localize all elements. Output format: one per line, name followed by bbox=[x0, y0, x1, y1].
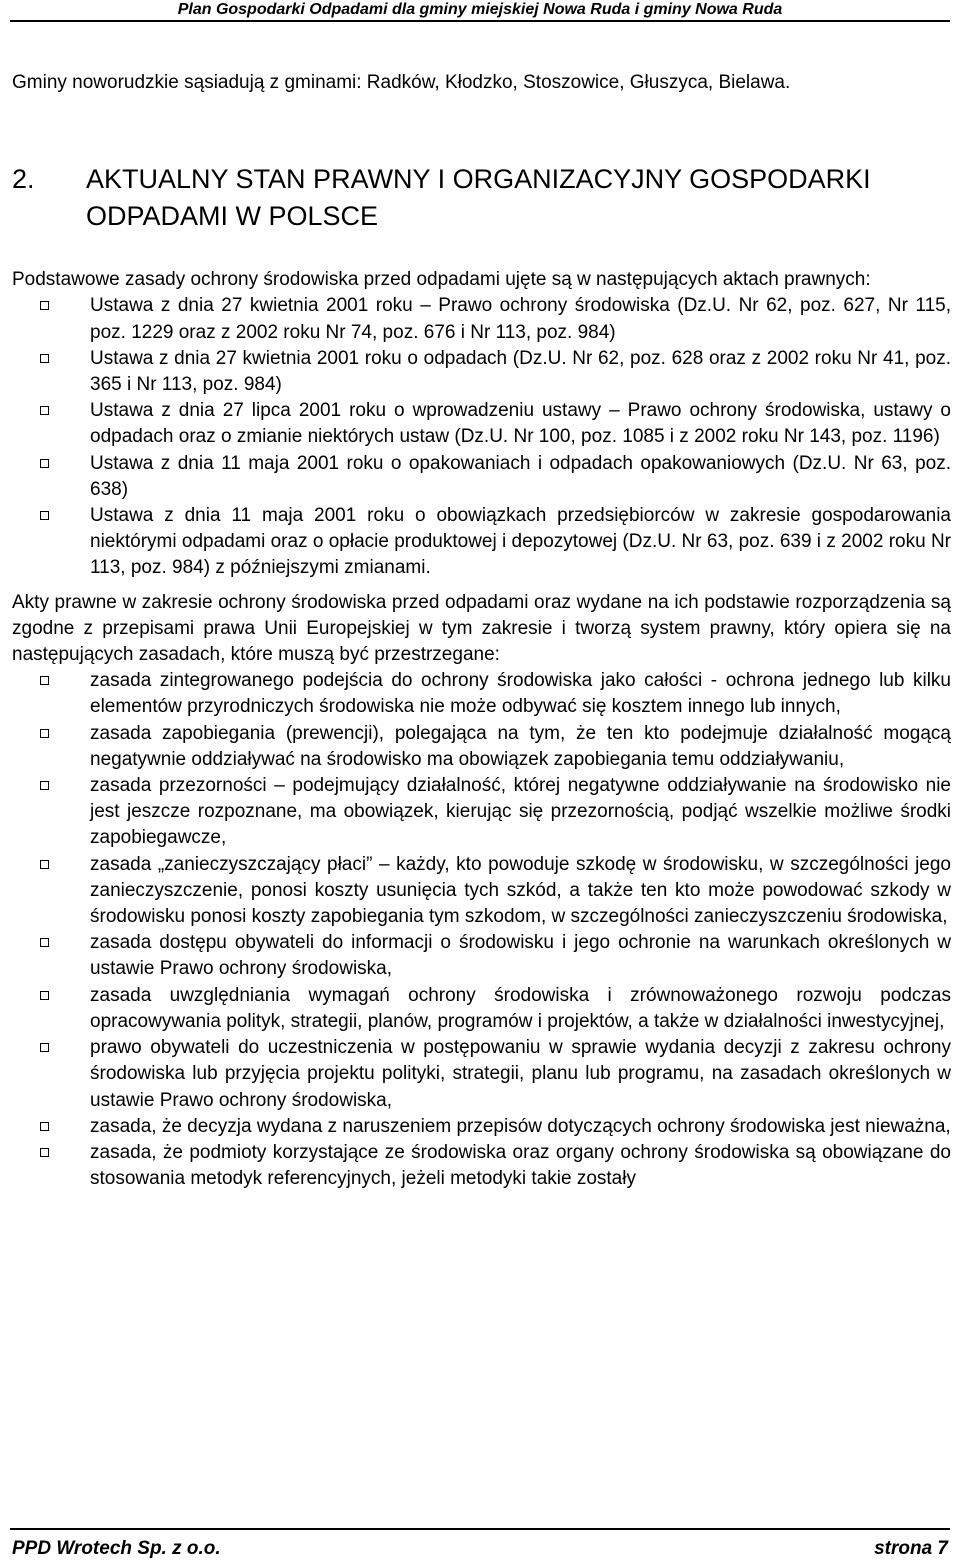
list-item: zasada zapobiegania (prewencji), polegająca na tym, że ten kto podejmuje działalność mogącą negatywnie oddziaływać na środowisko ma obowiązek zapobiegania temu oddziaływaniu, bbox=[12, 721, 951, 773]
footer-rule bbox=[10, 1528, 950, 1530]
section-heading bbox=[12, 161, 951, 235]
checkbox-bullet-icon bbox=[40, 991, 49, 1000]
acts-list bbox=[12, 293, 951, 581]
legal-intro: Podstawowe zasady ochrony środowiska przed odpadami ujęte są w następujących aktach prawnych: bbox=[12, 269, 871, 291]
checkbox-bullet-icon bbox=[40, 938, 49, 947]
list-item: prawo obywateli do uczestniczenia w postępowaniu w sprawie wydania decyzji z zakresu ochrony środowiska lub przyjęcia projektu polityki, strategii, planu lub programu, na zasadach określonych w ustawie Prawo ochrony środowiska, bbox=[12, 1035, 951, 1114]
checkbox-bullet-icon bbox=[40, 459, 49, 468]
list-item: zasada dostępu obywateli do informacji o środowisku i jego ochronie na warunkach określonych w ustawie Prawo ochrony środowiska, bbox=[12, 930, 951, 982]
section-title: AKTUALNY STAN PRAWNY I ORGANIZACYJNY GOSPODARKI ODPADAMI W POLSCE bbox=[86, 164, 871, 232]
page-header bbox=[0, 0, 960, 26]
checkbox-bullet-icon bbox=[40, 1122, 49, 1131]
page-footer bbox=[0, 1528, 960, 1563]
checkbox-bullet-icon bbox=[40, 729, 49, 738]
list-item: Ustawa z dnia 27 lipca 2001 roku o wprowadzeniu ustawy – Prawo ochrony środowiska, ustawy o odpadach oraz o zmianie niektórych ustaw (Dz.U. Nr 100, poz. 1085 i z 2002 roku Nr 143, poz. 1196) bbox=[12, 398, 951, 450]
list-item: Ustawa z dnia 27 kwietnia 2001 roku o odpadach (Dz.U. Nr 62, poz. 628 oraz z 2002 roku Nr 41, poz. 365 i Nr 113, poz. 984) bbox=[12, 346, 951, 398]
checkbox-bullet-icon bbox=[40, 1043, 49, 1052]
list-item: zasada, że decyzja wydana z naruszeniem przepisów dotyczących ochrony środowiska jest nieważna, bbox=[12, 1114, 951, 1140]
section-number: 2. bbox=[12, 164, 35, 195]
checkbox-bullet-icon bbox=[40, 406, 49, 415]
page-content bbox=[12, 70, 951, 1192]
list-item: Ustawa z dnia 27 kwietnia 2001 roku – Prawo ochrony środowiska (Dz.U. Nr 62, poz. 627, Nr 115, poz. 1229 oraz z 2002 roku Nr 74, poz. 676 i Nr 113, poz. 984) bbox=[12, 293, 951, 345]
checkbox-bullet-icon bbox=[40, 1148, 49, 1157]
header-rule bbox=[10, 20, 950, 22]
principles-intro: Akty prawne w zakresie ochrony środowiska przed odpadami oraz wydane na ich podstawie rozporządzenia są zgodne z przepisami prawa Unii Europejskiej w tym zakresie i tworzą system prawny, który opiera się na następujących zasadach, które muszą być przestrzegane: bbox=[12, 591, 951, 666]
checkbox-bullet-icon bbox=[40, 676, 49, 685]
intro-line: Gminy noworudzkie sąsiadują z gminami: Radków, Kłodzko, Stoszowice, Głuszyca, Bielawa. bbox=[12, 72, 791, 93]
checkbox-bullet-icon bbox=[40, 860, 49, 869]
list-item: zasada przezorności – podejmujący działalność, której negatywne oddziaływanie na środowisko nie jest jeszcze rozpoznane, ma obowiązek, kierując się przezornością, podjąć wszelkie możliwe środki zapobiegawcze, bbox=[12, 773, 951, 852]
header-title: Plan Gospodarki Odpadami dla gminy miejskiej Nowa Ruda i gminy Nowa Ruda bbox=[177, 1, 783, 18]
list-item: Ustawa z dnia 11 maja 2001 roku o obowiązkach przedsiębiorców w zakresie gospodarowania niektórymi odpadami oraz o opłacie produktowej i depozytowej (Dz.U. Nr 63, poz. 639 i z 2002 roku Nr 113, poz. 984) z późniejszymi zmianami. bbox=[12, 503, 951, 582]
footer-company: PPD Wrotech Sp. z o.o. bbox=[12, 1538, 221, 1559]
checkbox-bullet-icon bbox=[40, 781, 49, 790]
list-item: zasada „zanieczyszczający płaci” – każdy, kto powoduje szkodę w środowisku, w szczególności jego zanieczyszczenie, ponosi koszty usunięcia tych szkód, a także ten kto może powodować szkody w środowisku ponosi koszty zapobiegania tym szkodom, w szczególności zanieczyszczeniu środowiska, bbox=[12, 852, 951, 931]
checkbox-bullet-icon bbox=[40, 354, 49, 363]
footer-page-number: strona 7 bbox=[874, 1538, 948, 1559]
checkbox-bullet-icon bbox=[40, 511, 49, 520]
list-item: zasada zintegrowanego podejścia do ochrony środowiska jako całości - ochrona jednego lub kilku elementów przyrodniczych środowiska nie może odbywać się kosztem innego lub innych, bbox=[12, 668, 951, 720]
list-item: zasada, że podmioty korzystające ze środowiska oraz organy ochrony środowiska są obowiązane do stosowania metodyk referencyjnych, jeżeli metodyki takie zostały bbox=[12, 1140, 951, 1192]
principles-list bbox=[12, 668, 951, 1192]
checkbox-bullet-icon bbox=[40, 301, 49, 310]
list-item: Ustawa z dnia 11 maja 2001 roku o opakowaniach i odpadach opakowaniowych (Dz.U. Nr 63, poz. 638) bbox=[12, 451, 951, 503]
list-item: zasada uwzględniania wymagań ochrony środowiska i zrównoważonego rozwoju podczas opracowywania polityk, strategii, planów, programów i projektów, a także w działalności inwestycyjnej, bbox=[12, 983, 951, 1035]
